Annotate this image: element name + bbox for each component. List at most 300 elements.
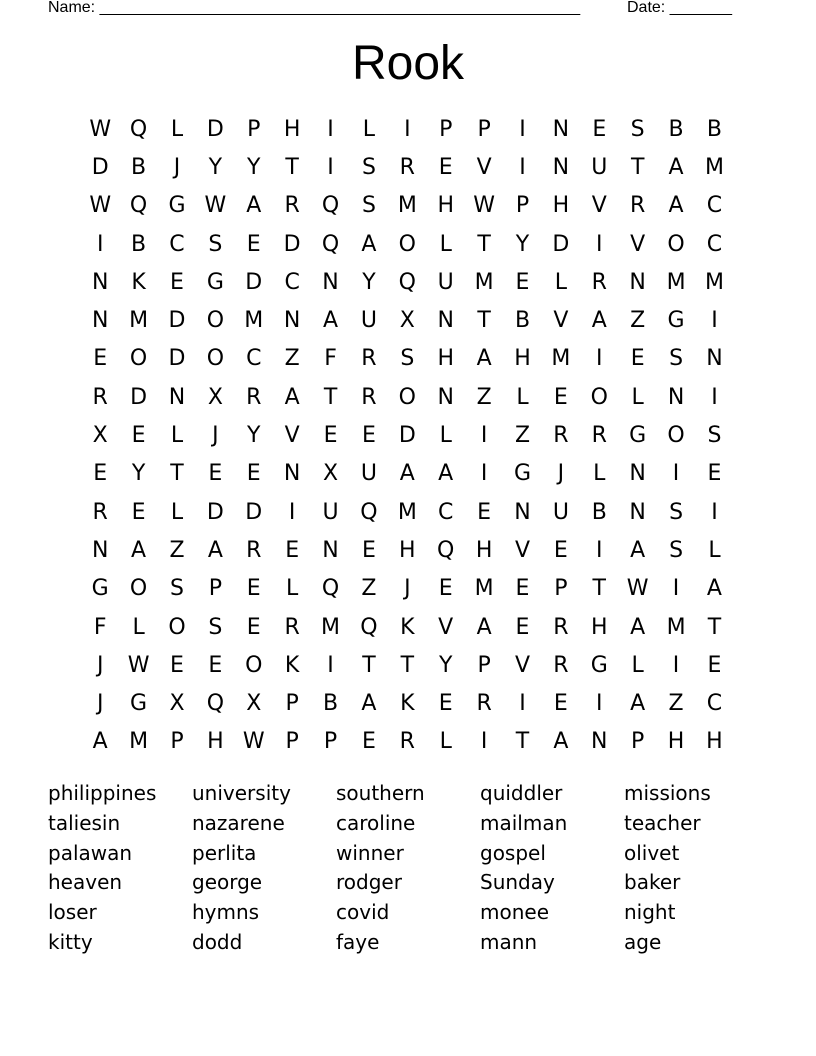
grid-letter: L (439, 729, 452, 755)
grid-letter: N (591, 729, 608, 755)
grid-letter: D (206, 499, 224, 525)
grid-letter: T (707, 614, 722, 640)
word-list-item: rodger (336, 870, 402, 895)
grid-letter: G (667, 308, 685, 334)
grid-letter: E (131, 499, 146, 525)
grid-letter: T (362, 652, 376, 678)
grid-letter: B (322, 691, 339, 717)
grid-letter: N (437, 384, 454, 410)
grid-letter: I (672, 576, 680, 602)
grid-letter: Z (169, 537, 185, 563)
grid-letter: L (132, 614, 145, 640)
grid-letter: H (514, 346, 531, 372)
grid-letter: E (246, 231, 261, 257)
grid-letter: R (361, 384, 377, 410)
grid-letter: L (554, 269, 568, 295)
grid-letter: E (285, 537, 300, 563)
grid-letter: I (596, 537, 603, 563)
grid-letter: S (208, 614, 223, 640)
word-list-item: palawan (48, 840, 133, 865)
grid-letter: W (204, 193, 227, 219)
grid-letter: Y (131, 461, 146, 487)
grid-letter: P (477, 652, 491, 678)
grid-letter: R (399, 729, 415, 755)
grid-letter: H (437, 346, 454, 372)
grid-letter: I (596, 346, 603, 372)
grid-letter: N (283, 308, 301, 334)
grid-letter: E (93, 461, 108, 487)
grid-letter: C (706, 231, 723, 257)
grid-letter: G (91, 576, 109, 602)
grid-letter: L (439, 231, 452, 257)
grid-letter: N (283, 461, 301, 487)
grid-letter: O (590, 384, 608, 410)
worksheet-header (48, 0, 748, 20)
grid-letter: I (480, 461, 488, 487)
word-list-item: loser (48, 900, 97, 925)
grid-letter: P (554, 576, 568, 602)
grid-letter: S (669, 346, 684, 372)
grid-letter: E (553, 537, 568, 563)
grid-letter: A (284, 384, 300, 410)
grid-letter: A (630, 614, 646, 640)
grid-letter: R (361, 346, 377, 372)
grid-letter: H (437, 193, 454, 219)
grid-letter: M (474, 269, 494, 295)
grid-letter: G (629, 423, 647, 449)
grid-letter: G (130, 691, 148, 717)
grid-letter: Z (284, 346, 300, 372)
grid-letter: A (438, 461, 454, 487)
puzzle-title: Rook (351, 37, 465, 90)
grid-letter: P (439, 116, 453, 142)
grid-letter: U (360, 461, 377, 487)
grid-letter: I (327, 116, 334, 142)
grid-letter: E (438, 154, 453, 180)
grid-letter: Z (514, 423, 531, 449)
grid-letter: X (399, 308, 415, 334)
grid-letter: L (593, 461, 606, 487)
grid-letter: D (245, 269, 263, 295)
grid-letter: N (91, 537, 109, 563)
grid-letter: Q (360, 499, 378, 525)
grid-letter: P (515, 193, 530, 219)
grid-letter: A (92, 729, 108, 755)
grid-letter: O (667, 231, 685, 257)
grid-letter: A (591, 308, 607, 334)
grid-letter: Z (668, 691, 684, 717)
grid-letter: L (439, 423, 452, 449)
grid-letter: X (246, 691, 262, 717)
grid-letter: A (207, 537, 223, 563)
grid-letter: R (591, 423, 607, 449)
grid-letter: R (553, 652, 569, 678)
grid-letter: N (629, 499, 646, 525)
grid-letter: U (437, 269, 454, 295)
grid-letter: R (630, 193, 646, 219)
grid-letter: N (514, 499, 531, 525)
grid-letter: A (706, 576, 722, 602)
grid-letter: E (170, 269, 184, 295)
grid-letter: O (129, 576, 148, 602)
word-list-item: heaven (48, 870, 123, 895)
grid-letter: G (168, 193, 186, 219)
grid-letter: L (286, 576, 299, 602)
grid-letter: C (284, 269, 300, 295)
grid-letter: K (400, 691, 415, 717)
grid-letter: I (711, 499, 718, 525)
grid-letter: Q (398, 269, 416, 295)
grid-letter: Q (129, 193, 148, 219)
word-list-item: hymns (192, 900, 260, 925)
grid-letter: N (91, 269, 109, 295)
grid-letter: M (666, 269, 686, 295)
word-list-item: mann (480, 929, 538, 954)
grid-letter: T (170, 461, 184, 487)
grid-letter: R (92, 384, 108, 410)
word-list-item: nazarene (192, 810, 285, 835)
grid-letter: L (170, 499, 184, 525)
grid-letter: Y (362, 269, 376, 295)
word-list-item: george (192, 870, 263, 895)
word-list-item: winner (336, 840, 404, 865)
grid-letter: R (476, 691, 492, 717)
grid-letter: E (323, 423, 338, 449)
word-list-item: dodd (192, 929, 243, 954)
grid-letter: V (553, 308, 569, 334)
grid-letter: A (630, 537, 646, 563)
grid-letter: N (168, 384, 186, 410)
word-list-item: baker (624, 870, 681, 895)
grid-letter: Y (208, 154, 223, 180)
grid-letter: N (322, 537, 339, 563)
grid-letter: L (362, 116, 376, 142)
grid-letter: J (557, 461, 565, 487)
grid-letter: T (515, 729, 530, 755)
grid-letter: O (398, 231, 416, 257)
grid-letter: D (206, 116, 224, 142)
grid-letter: A (630, 691, 646, 717)
grid-letter: C (706, 691, 723, 717)
grid-letter: A (399, 461, 415, 487)
grid-letter: O (667, 423, 685, 449)
word-list-item: university (192, 781, 291, 805)
grid-letter: S (400, 346, 415, 372)
word-list-item: mailman (480, 810, 568, 835)
grid-letter: Q (360, 614, 378, 640)
grid-letter: V (514, 652, 531, 678)
grid-letter: R (553, 614, 569, 640)
grid-letter: E (707, 461, 722, 487)
grid-letter: A (476, 346, 492, 372)
grid-letter: A (668, 193, 684, 219)
grid-letter: H (667, 729, 685, 755)
grid-letter: M (397, 499, 417, 525)
grid-letter: I (480, 729, 488, 755)
grid-letter: T (285, 154, 299, 180)
word-list-item: gospel (480, 840, 546, 865)
name-field-label: Name: ______________________________________________________ (48, 0, 581, 16)
grid-letter: U (360, 308, 377, 334)
word-list-item: missions (624, 781, 711, 805)
grid-letter: T (477, 231, 491, 257)
grid-letter: E (553, 691, 568, 717)
grid-letter: V (284, 423, 300, 449)
grid-letter: W (127, 652, 150, 678)
grid-letter: H (399, 537, 416, 563)
grid-letter: I (519, 154, 526, 180)
grid-letter: A (668, 154, 684, 180)
grid-letter: E (477, 499, 492, 525)
grid-letter: S (669, 499, 684, 525)
grid-letter: S (169, 576, 184, 602)
grid-letter: K (400, 614, 415, 640)
grid-letter: B (131, 231, 147, 257)
grid-letter: G (590, 652, 608, 678)
grid-letter: Z (476, 384, 492, 410)
grid-letter: R (591, 269, 607, 295)
grid-letter: C (246, 346, 262, 372)
grid-letter: T (630, 154, 645, 180)
grid-letter: R (284, 193, 300, 219)
grid-letter: M (666, 614, 686, 640)
grid-letter: L (708, 537, 721, 563)
grid-letter: P (285, 729, 299, 755)
grid-letter: L (631, 384, 644, 410)
grid-letter: D (168, 346, 186, 372)
grid-letter: H (283, 116, 301, 142)
grid-letter: Q (321, 231, 340, 257)
grid-letter: A (131, 537, 147, 563)
grid-letter: J (212, 423, 219, 449)
grid-letter: A (476, 614, 492, 640)
word-list-item: quiddler (480, 781, 563, 805)
grid-letter: E (246, 614, 261, 640)
grid-letter: J (404, 576, 411, 602)
grid-letter: N (91, 308, 109, 334)
grid-letter: C (169, 231, 185, 257)
grid-letter: P (477, 116, 491, 142)
grid-letter: R (92, 499, 108, 525)
grid-letter: D (398, 423, 416, 449)
grid-letter: I (519, 116, 526, 142)
grid-letter: J (173, 154, 181, 180)
grid-letter: S (361, 154, 376, 180)
grid-letter: O (206, 308, 225, 334)
grid-letter: E (208, 461, 223, 487)
grid-letter: S (669, 537, 684, 563)
grid-letter: D (245, 499, 263, 525)
word-list-item: night (624, 900, 676, 925)
grid-letter: E (246, 576, 261, 602)
grid-letter: H (552, 193, 570, 219)
grid-letter: B (706, 116, 722, 142)
grid-letter: N (629, 269, 646, 295)
grid-letter: R (284, 614, 300, 640)
grid-letter: S (707, 423, 722, 449)
grid-letter: E (592, 116, 607, 142)
grid-letter: U (322, 499, 339, 525)
grid-letter: E (93, 346, 108, 372)
grid-letter: Z (361, 576, 377, 602)
grid-letter: B (591, 499, 607, 525)
grid-letter: Q (129, 116, 148, 142)
grid-letter: L (516, 384, 529, 410)
grid-letter: B (514, 308, 531, 334)
grid-letter: V (476, 154, 492, 180)
grid-letter: P (323, 729, 338, 755)
grid-letter: M (551, 346, 571, 372)
grid-letter: L (170, 423, 184, 449)
grid-letter: V (591, 193, 607, 219)
grid-letter: R (553, 423, 569, 449)
grid-letter: I (711, 384, 718, 410)
grid-letter: N (667, 384, 685, 410)
grid-letter: X (207, 384, 223, 410)
grid-letter: E (361, 729, 376, 755)
grid-letter: S (630, 116, 645, 142)
grid-letter: X (92, 423, 108, 449)
grid-letter: M (321, 614, 341, 640)
grid-letter: W (89, 116, 112, 142)
grid-letter: C (706, 193, 723, 219)
grid-letter: M (129, 729, 149, 755)
grid-letter: I (672, 461, 680, 487)
grid-letter: D (283, 231, 301, 257)
grid-letter: A (323, 308, 339, 334)
grid-letter: N (322, 269, 339, 295)
grid-letter: Y (247, 154, 261, 180)
grid-letter: P (208, 576, 222, 602)
word-list-item: southern (336, 781, 425, 805)
grid-letter: P (631, 729, 645, 755)
word-list-item: faye (336, 929, 380, 954)
word-list-item: perlita (192, 840, 257, 865)
grid-letter: O (245, 652, 263, 678)
grid-letter: R (399, 154, 415, 180)
grid-letter: M (704, 154, 724, 180)
grid-letter: V (630, 231, 646, 257)
grid-letter: E (361, 423, 376, 449)
grid-letter: E (361, 537, 376, 563)
grid-letter: E (515, 269, 530, 295)
grid-letter: H (475, 537, 493, 563)
grid-letter: L (170, 116, 184, 142)
grid-letter: M (129, 308, 149, 334)
grid-letter: A (246, 193, 262, 219)
grid-letter: Q (437, 537, 455, 563)
grid-letter: V (438, 614, 454, 640)
grid-letter: E (515, 576, 530, 602)
grid-letter: T (400, 652, 415, 678)
grid-letter: P (285, 691, 299, 717)
grid-letter: S (361, 193, 376, 219)
grid-letter: N (706, 346, 723, 372)
grid-letter: A (361, 691, 377, 717)
grid-letter: W (89, 193, 112, 219)
grid-letter: E (630, 346, 645, 372)
grid-letter: M (704, 269, 724, 295)
grid-letter: Y (515, 231, 530, 257)
grid-letter: G (206, 269, 224, 295)
grid-letter: B (668, 116, 684, 142)
grid-letter: E (246, 461, 261, 487)
grid-letter: I (96, 231, 104, 257)
grid-letter: H (207, 729, 224, 755)
grid-letter: P (170, 729, 184, 755)
word-list-item: caroline (336, 810, 416, 835)
grid-letter: T (592, 576, 606, 602)
grid-letter: E (707, 652, 722, 678)
grid-letter: D (168, 308, 186, 334)
grid-letter: I (711, 308, 718, 334)
grid-letter: J (96, 691, 104, 717)
grid-letter: U (552, 499, 569, 525)
grid-letter: E (170, 652, 184, 678)
grid-letter: D (130, 384, 148, 410)
word-list-item: teacher (624, 810, 701, 835)
grid-letter: X (323, 461, 339, 487)
word-list-item: philippines (48, 781, 157, 805)
grid-letter: N (437, 308, 454, 334)
grid-letter: Z (630, 308, 646, 334)
grid-letter: W (626, 576, 649, 602)
grid-letter: Y (438, 652, 453, 678)
grid-letter: I (327, 652, 334, 678)
word-list-item: kitty (48, 929, 93, 954)
grid-letter: P (247, 116, 261, 142)
grid-letter: M (474, 576, 494, 602)
grid-letter: O (398, 384, 416, 410)
grid-letter: R (246, 384, 262, 410)
grid-letter: M (244, 308, 264, 334)
grid-letter: G (513, 461, 532, 487)
grid-letter: N (552, 116, 570, 142)
grid-letter: K (284, 652, 300, 678)
grid-letter: T (323, 384, 338, 410)
grid-letter: I (480, 423, 488, 449)
grid-letter: C (438, 499, 454, 525)
grid-letter: Q (321, 576, 340, 602)
grid-letter: E (553, 384, 568, 410)
grid-letter: W (242, 729, 265, 755)
grid-letter: W (473, 193, 495, 219)
grid-letter: I (596, 231, 603, 257)
grid-letter: Q (321, 193, 340, 219)
grid-letter: F (93, 614, 107, 640)
grid-letter: Q (206, 691, 225, 717)
grid-letter: T (477, 308, 491, 334)
grid-letter: E (515, 614, 530, 640)
grid-letter: O (206, 346, 225, 372)
grid-letter: Y (247, 423, 261, 449)
word-list-item: olivet (624, 840, 680, 865)
grid-letter: E (438, 576, 453, 602)
word-list (48, 779, 768, 958)
grid-letter: D (552, 231, 570, 257)
grid-letter: O (129, 346, 148, 372)
grid-letter: N (552, 154, 570, 180)
grid-letter: N (629, 461, 646, 487)
grid-letter: H (591, 614, 608, 640)
grid-letter: I (404, 116, 411, 142)
grid-letter: I (519, 691, 526, 717)
grid-letter: B (131, 154, 147, 180)
grid-letter: H (706, 729, 723, 755)
date-field-label: Date: _______ (627, 0, 732, 16)
grid-letter: I (327, 154, 334, 180)
grid-letter: A (553, 729, 569, 755)
